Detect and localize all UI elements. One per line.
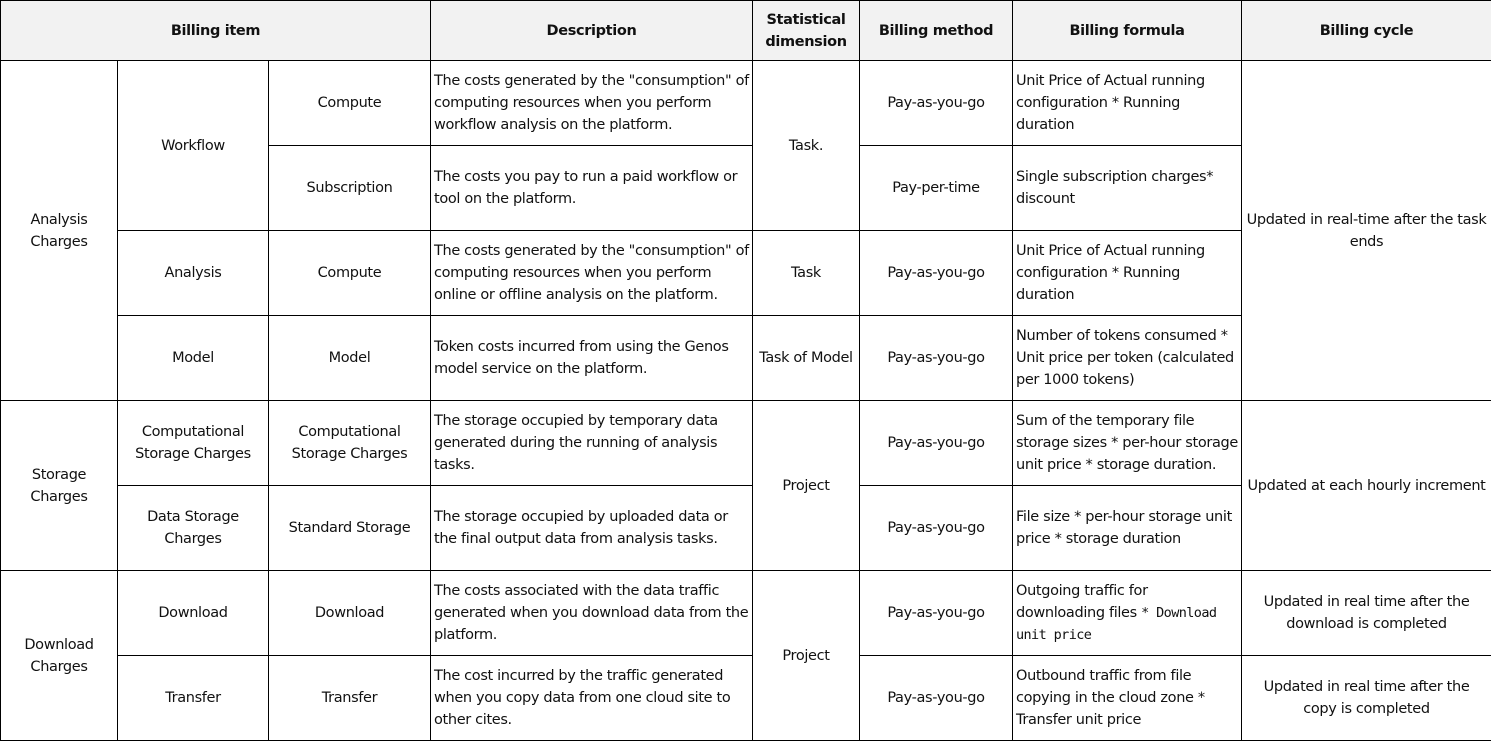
item-cell: Subscription bbox=[269, 146, 431, 231]
formula-cell: Unit Price of Actual running configuration * Running duration bbox=[1013, 231, 1242, 316]
group-analysis-charges: Analysis Charges bbox=[1, 61, 118, 401]
description-cell: The costs associated with the data traffic generated when you download data from the platform. bbox=[431, 571, 753, 656]
item-cell: Transfer bbox=[269, 656, 431, 741]
item-cell: Model bbox=[269, 316, 431, 401]
method-cell: Pay-as-you-go bbox=[860, 656, 1013, 741]
description-cell: The storage occupied by temporary data generated during the running of analysis tasks. bbox=[431, 401, 753, 486]
item-cell: Computational Storage Charges bbox=[269, 401, 431, 486]
header-billing-item: Billing item bbox=[1, 1, 431, 61]
cycle-cell: Updated in real-time after the task ends bbox=[1242, 61, 1491, 401]
subgroup-workflow: Workflow bbox=[118, 61, 269, 231]
subgroup-data-storage: Data Storage Charges bbox=[118, 486, 269, 571]
subgroup-transfer: Transfer bbox=[118, 656, 269, 741]
description-cell: Token costs incurred from using the Genos model service on the platform. bbox=[431, 316, 753, 401]
description-cell: The costs you pay to run a paid workflow or tool on the platform. bbox=[431, 146, 753, 231]
item-cell: Compute bbox=[269, 61, 431, 146]
method-cell: Pay-as-you-go bbox=[860, 61, 1013, 146]
header-billing-cycle: Billing cycle bbox=[1242, 1, 1491, 61]
formula-cell: Number of tokens consumed * Unit price per token (calculated per 1000 tokens) bbox=[1013, 316, 1242, 401]
formula-cell: Unit Price of Actual running configuration * Running duration bbox=[1013, 61, 1242, 146]
dimension-cell: Task bbox=[753, 231, 860, 316]
formula-cell: Outbound traffic from file copying in the cloud zone * Transfer unit price bbox=[1013, 656, 1242, 741]
formula-mono-text: * Download unit price bbox=[1016, 605, 1217, 643]
item-cell: Standard Storage bbox=[269, 486, 431, 571]
method-cell: Pay-as-you-go bbox=[860, 316, 1013, 401]
formula-cell bbox=[1013, 571, 1242, 656]
item-cell: Compute bbox=[269, 231, 431, 316]
description-cell: The costs generated by the "consumption" of computing resources when you perform workflow analysis on the platform. bbox=[431, 61, 753, 146]
table-row bbox=[1, 571, 1491, 656]
dimension-cell: Task of Model bbox=[753, 316, 860, 401]
dimension-cell: Task. bbox=[753, 61, 860, 231]
table-row bbox=[1, 401, 1491, 486]
description-cell: The storage occupied by uploaded data or the final output data from analysis tasks. bbox=[431, 486, 753, 571]
formula-cell: File size * per-hour storage unit price * storage duration bbox=[1013, 486, 1242, 571]
item-cell: Download bbox=[269, 571, 431, 656]
description-cell: The cost incurred by the traffic generated when you copy data from one cloud site to other cites. bbox=[431, 656, 753, 741]
method-cell: Pay-as-you-go bbox=[860, 486, 1013, 571]
header-row bbox=[1, 1, 1491, 61]
method-cell: Pay-as-you-go bbox=[860, 401, 1013, 486]
header-billing-formula: Billing formula bbox=[1013, 1, 1242, 61]
cycle-cell: Updated in real time after the copy is completed bbox=[1242, 656, 1491, 741]
description-cell: The costs generated by the "consumption" of computing resources when you perform online or offline analysis on the platform. bbox=[431, 231, 753, 316]
dimension-cell: Project bbox=[753, 571, 860, 741]
group-download-charges: Download Charges bbox=[1, 571, 118, 741]
header-statistical-dimension: Statistical dimension bbox=[753, 1, 860, 61]
cycle-cell: Updated in real time after the download is completed bbox=[1242, 571, 1491, 656]
method-cell: Pay-per-time bbox=[860, 146, 1013, 231]
subgroup-computational-storage: Computational Storage Charges bbox=[118, 401, 269, 486]
formula-cell: Sum of the temporary file storage sizes * per-hour storage unit price * storage duration. bbox=[1013, 401, 1242, 486]
cycle-cell: Updated at each hourly increment bbox=[1242, 401, 1491, 571]
formula-text: Outgoing traffic for downloading files bbox=[1016, 583, 1148, 621]
header-billing-method: Billing method bbox=[860, 1, 1013, 61]
group-storage-charges: Storage Charges bbox=[1, 401, 118, 571]
subgroup-analysis: Analysis bbox=[118, 231, 269, 316]
dimension-cell: Project bbox=[753, 401, 860, 571]
method-cell: Pay-as-you-go bbox=[860, 231, 1013, 316]
table-row bbox=[1, 61, 1491, 146]
subgroup-model: Model bbox=[118, 316, 269, 401]
table-row bbox=[1, 656, 1491, 741]
method-cell: Pay-as-you-go bbox=[860, 571, 1013, 656]
header-description: Description bbox=[431, 1, 753, 61]
subgroup-download: Download bbox=[118, 571, 269, 656]
formula-cell: Single subscription charges* discount bbox=[1013, 146, 1242, 231]
